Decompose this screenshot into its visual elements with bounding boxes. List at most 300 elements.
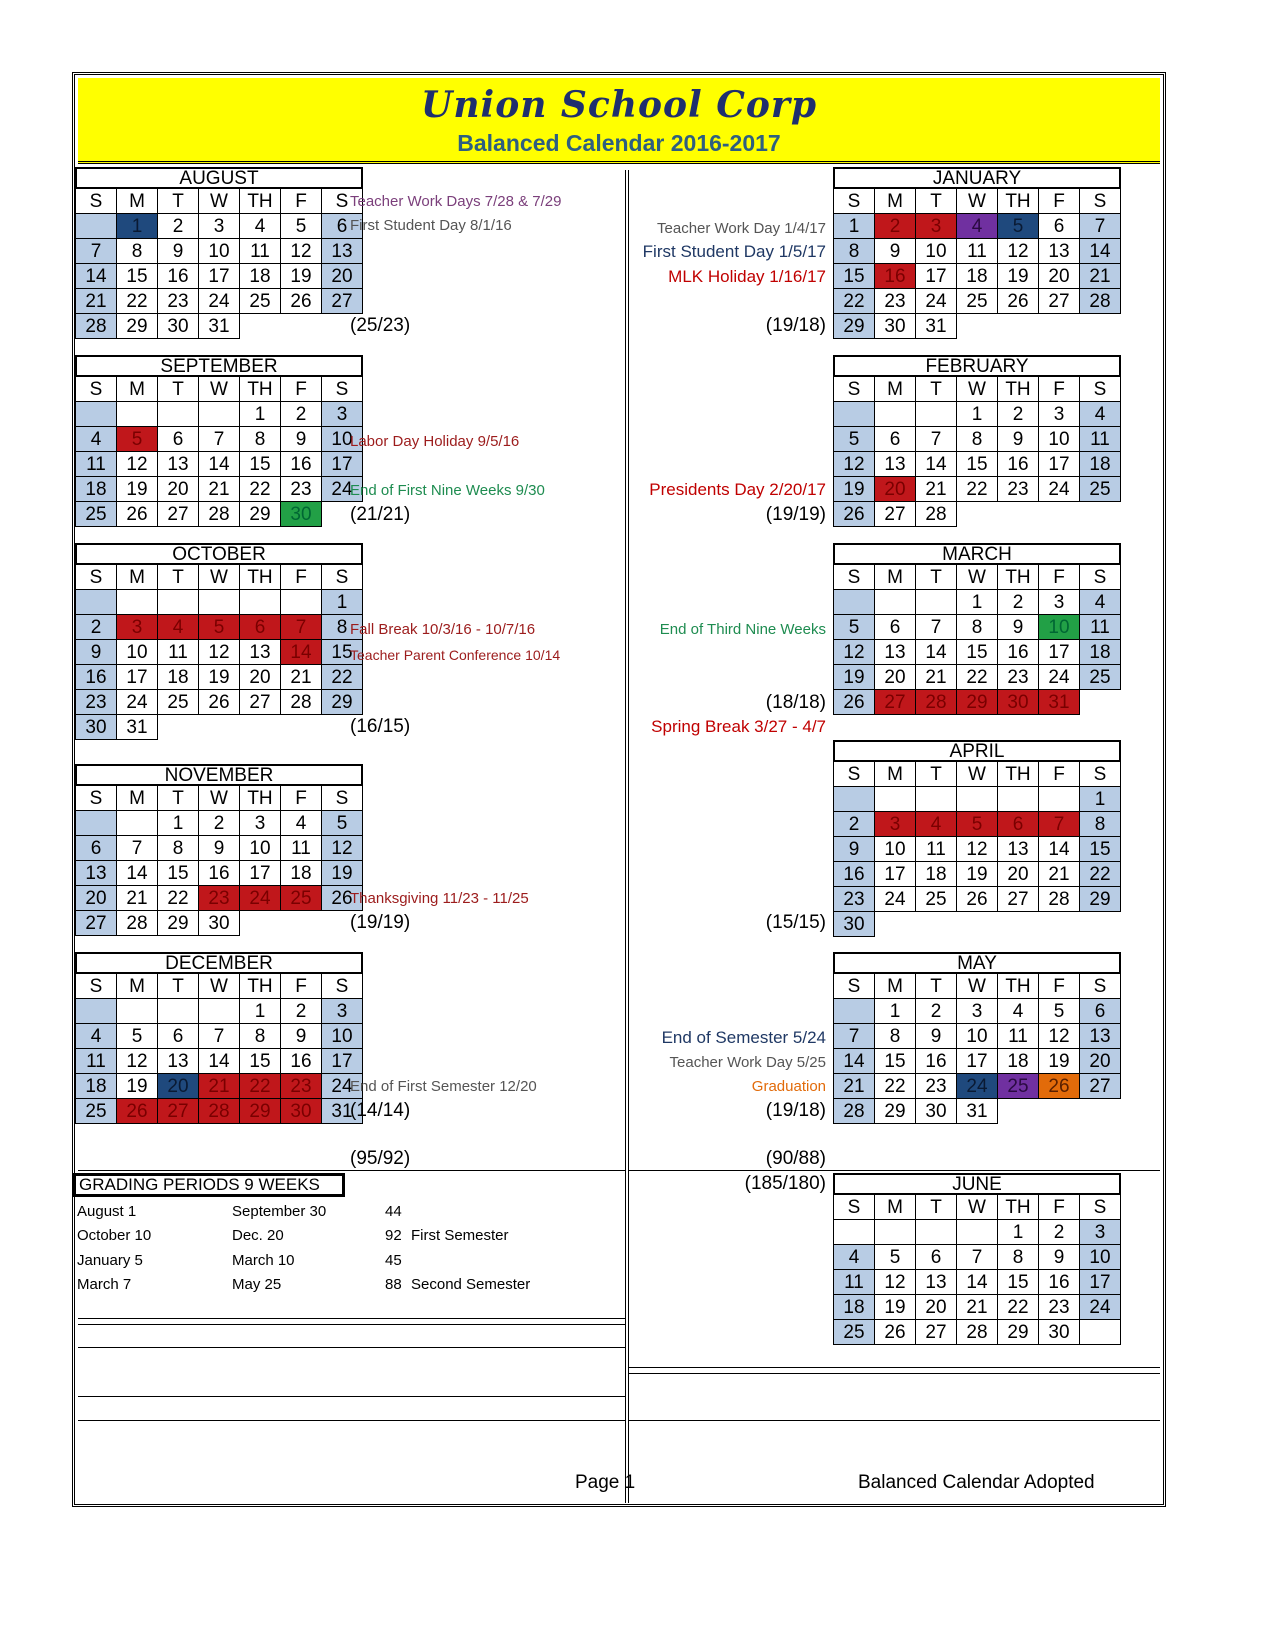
- day-cell: 2: [199, 811, 240, 836]
- day-cell: 28: [199, 502, 240, 527]
- day-cell: 13: [998, 837, 1039, 862]
- weekday-header: M: [875, 565, 916, 590]
- weekday-header: F: [1039, 762, 1080, 787]
- weekday-header: S: [322, 974, 363, 999]
- weekday-header: TH: [240, 786, 281, 811]
- day-cell: 29: [998, 1320, 1039, 1345]
- day-cell: 26: [875, 1320, 916, 1345]
- weekday-header: F: [281, 377, 322, 402]
- day-cell: 29: [158, 911, 199, 936]
- day-cell: 11: [240, 239, 281, 264]
- weekday-header: TH: [998, 1195, 1039, 1220]
- day-cell: 4: [957, 214, 998, 239]
- day-cell: 30: [76, 715, 117, 740]
- day-cell: 15: [875, 1049, 916, 1074]
- day-cell: 12: [957, 837, 998, 862]
- day-cell: 23: [875, 289, 916, 314]
- day-cell: 30: [199, 911, 240, 936]
- weekday-header: M: [875, 974, 916, 999]
- day-cell: 19: [281, 264, 322, 289]
- empty-day-cell: [76, 999, 117, 1024]
- weekday-header: S: [834, 189, 875, 214]
- day-cell: 31: [957, 1099, 998, 1124]
- day-cell: 28: [117, 911, 158, 936]
- month-grid: [833, 974, 1121, 1124]
- day-cell: 1: [322, 590, 363, 615]
- month-march: [833, 543, 1121, 715]
- day-cell: 3: [117, 615, 158, 640]
- grading-start: March 7: [77, 1276, 132, 1293]
- day-cell: 9: [916, 1024, 957, 1049]
- weekday-header: M: [117, 974, 158, 999]
- count-second-half-total: (90/88): [765, 1148, 826, 1169]
- day-cell: 27: [875, 690, 916, 715]
- weekday-header: W: [957, 762, 998, 787]
- day-cell: 16: [1039, 1270, 1080, 1295]
- day-cell: 20: [322, 264, 363, 289]
- day-cell: 19: [199, 665, 240, 690]
- day-cell: 9: [1039, 1245, 1080, 1270]
- day-cell: 11: [834, 1270, 875, 1295]
- note-end-of-semester: End of Semester 5/24: [661, 1028, 826, 1047]
- day-cell: 7: [1039, 812, 1080, 837]
- day-cell: 1: [875, 999, 916, 1024]
- weekday-header: W: [199, 189, 240, 214]
- day-cell: 10: [957, 1024, 998, 1049]
- day-cell: 4: [916, 812, 957, 837]
- day-cell: 26: [281, 289, 322, 314]
- weekday-header: W: [199, 786, 240, 811]
- day-cell: 22: [240, 1074, 281, 1099]
- day-cell: 31: [199, 314, 240, 339]
- day-cell: 11: [76, 452, 117, 477]
- empty-day-cell: [76, 590, 117, 615]
- day-cell: 5: [875, 1245, 916, 1270]
- day-cell: 25: [834, 1320, 875, 1345]
- weekday-header: S: [76, 189, 117, 214]
- day-cell: 1: [1080, 787, 1121, 812]
- day-cell: 4: [281, 811, 322, 836]
- day-cell: 8: [957, 615, 998, 640]
- count-april: (15/15): [765, 912, 826, 933]
- day-cell: 11: [158, 640, 199, 665]
- day-cell: 16: [76, 665, 117, 690]
- count-september: (21/21): [350, 504, 411, 525]
- grading-start: October 10: [77, 1227, 152, 1244]
- day-cell: 3: [322, 402, 363, 427]
- day-cell: 4: [76, 1024, 117, 1049]
- month-title: FEBRUARY: [833, 355, 1121, 377]
- day-cell: 18: [76, 1074, 117, 1099]
- day-cell: 21: [199, 477, 240, 502]
- count-march: (18/18): [765, 692, 826, 713]
- day-cell: 26: [957, 887, 998, 912]
- day-cell: 10: [1039, 615, 1080, 640]
- day-cell: 29: [322, 690, 363, 715]
- day-cell: 15: [240, 452, 281, 477]
- month-october: [75, 543, 363, 740]
- day-cell: 14: [76, 264, 117, 289]
- weekday-header: W: [957, 189, 998, 214]
- day-cell: 28: [76, 314, 117, 339]
- day-cell: 23: [281, 1074, 322, 1099]
- day-cell: 15: [117, 264, 158, 289]
- weekday-header: TH: [998, 189, 1039, 214]
- grading-days: 88: [385, 1276, 402, 1293]
- day-cell: 6: [875, 427, 916, 452]
- day-cell: 22: [834, 289, 875, 314]
- day-cell: 12: [117, 1049, 158, 1074]
- day-cell: 25: [916, 887, 957, 912]
- grading-start: August 1: [77, 1203, 137, 1220]
- day-cell: 10: [117, 640, 158, 665]
- empty-day-cell: [834, 402, 875, 427]
- day-cell: 15: [998, 1270, 1039, 1295]
- day-cell: 28: [957, 1320, 998, 1345]
- day-cell: 3: [199, 214, 240, 239]
- day-cell: 30: [281, 1099, 322, 1124]
- day-cell: 26: [199, 690, 240, 715]
- weekday-header: F: [1039, 189, 1080, 214]
- day-cell: 3: [322, 999, 363, 1024]
- day-cell: 9: [158, 239, 199, 264]
- weekday-header: TH: [240, 565, 281, 590]
- note-parent-conference: Teacher Parent Conference 10/14: [350, 647, 561, 663]
- day-cell: 29: [117, 314, 158, 339]
- day-cell: 1: [240, 402, 281, 427]
- day-cell: 21: [281, 665, 322, 690]
- day-cell: 30: [916, 1099, 957, 1124]
- day-cell: 27: [875, 502, 916, 527]
- month-november: [75, 764, 363, 936]
- empty-day-cell: [916, 787, 957, 812]
- day-cell: 16: [875, 264, 916, 289]
- day-cell: 9: [998, 615, 1039, 640]
- day-cell: 25: [998, 1074, 1039, 1099]
- empty-day-cell: [76, 214, 117, 239]
- day-cell: 1: [117, 214, 158, 239]
- day-cell: 23: [916, 1074, 957, 1099]
- empty-day-cell: [834, 787, 875, 812]
- note-end-first-semester: End of First Semester 12/20: [350, 1078, 537, 1095]
- day-cell: 14: [834, 1049, 875, 1074]
- month-title: JANUARY: [833, 167, 1121, 189]
- empty-day-cell: [916, 590, 957, 615]
- day-cell: 7: [1080, 214, 1121, 239]
- note-fall-break: Fall Break 10/3/16 - 10/7/16: [350, 621, 536, 638]
- weekday-header: M: [875, 377, 916, 402]
- weekday-header: T: [916, 189, 957, 214]
- day-cell: 28: [916, 690, 957, 715]
- day-cell: 18: [916, 862, 957, 887]
- note-teacher-work-day-may: Teacher Work Day 5/25: [669, 1054, 826, 1071]
- divider-line: [78, 1420, 625, 1421]
- day-cell: 27: [158, 502, 199, 527]
- weekday-header: F: [1039, 377, 1080, 402]
- day-cell: 12: [834, 452, 875, 477]
- day-cell: 18: [240, 264, 281, 289]
- day-cell: 15: [834, 264, 875, 289]
- day-cell: 8: [322, 615, 363, 640]
- weekday-header: W: [957, 974, 998, 999]
- day-cell: 6: [875, 615, 916, 640]
- count-october: (16/15): [350, 716, 411, 737]
- day-cell: 3: [875, 812, 916, 837]
- weekday-header: F: [1039, 565, 1080, 590]
- day-cell: 29: [875, 1099, 916, 1124]
- note-spring-break: Spring Break 3/27 - 4/7: [651, 717, 826, 736]
- column-divider: [625, 170, 629, 1503]
- weekday-header: M: [117, 377, 158, 402]
- month-title: MAY: [833, 952, 1121, 974]
- note-first-student-day-jan: First Student Day 1/5/17: [642, 242, 826, 261]
- weekday-header: S: [1080, 762, 1121, 787]
- day-cell: 12: [998, 239, 1039, 264]
- day-cell: 17: [322, 1049, 363, 1074]
- day-cell: 21: [957, 1295, 998, 1320]
- empty-day-cell: [199, 590, 240, 615]
- note-graduation: Graduation: [751, 1078, 826, 1095]
- day-cell: 21: [1080, 264, 1121, 289]
- day-cell: 14: [957, 1270, 998, 1295]
- day-cell: 13: [322, 239, 363, 264]
- empty-day-cell: [1080, 1320, 1121, 1345]
- day-cell: 13: [1039, 239, 1080, 264]
- day-cell: 19: [117, 477, 158, 502]
- day-cell: 1: [957, 402, 998, 427]
- weekday-header: T: [916, 1195, 957, 1220]
- day-cell: 11: [998, 1024, 1039, 1049]
- empty-day-cell: [916, 402, 957, 427]
- day-cell: 22: [117, 289, 158, 314]
- day-cell: 24: [240, 886, 281, 911]
- day-cell: 19: [117, 1074, 158, 1099]
- day-cell: 24: [1039, 665, 1080, 690]
- day-cell: 13: [240, 640, 281, 665]
- day-cell: 6: [916, 1245, 957, 1270]
- empty-day-cell: [875, 402, 916, 427]
- weekday-header: TH: [240, 189, 281, 214]
- day-cell: 4: [240, 214, 281, 239]
- month-title: AUGUST: [75, 167, 363, 189]
- weekday-header: S: [834, 974, 875, 999]
- day-cell: 17: [199, 264, 240, 289]
- day-cell: 7: [199, 1024, 240, 1049]
- day-cell: 10: [875, 837, 916, 862]
- day-cell: 11: [957, 239, 998, 264]
- day-cell: 9: [199, 836, 240, 861]
- note-teacher-work-days: Teacher Work Days 7/28 & 7/29: [350, 193, 562, 210]
- weekday-header: S: [834, 762, 875, 787]
- month-grid: [833, 377, 1121, 527]
- day-cell: 12: [322, 836, 363, 861]
- day-cell: 6: [1080, 999, 1121, 1024]
- month-january: [833, 167, 1121, 339]
- note-labor-day: Labor Day Holiday 9/5/16: [350, 433, 520, 450]
- day-cell: 21: [76, 289, 117, 314]
- month-august: [75, 167, 363, 339]
- month-grid: [75, 565, 363, 740]
- day-cell: 11: [76, 1049, 117, 1074]
- weekday-header: T: [916, 762, 957, 787]
- day-cell: 5: [199, 615, 240, 640]
- note-thanksgiving: Thanksgiving 11/23 - 11/25: [350, 890, 529, 907]
- calendar-header: [78, 78, 1160, 164]
- day-cell: 17: [322, 452, 363, 477]
- day-cell: 9: [998, 427, 1039, 452]
- day-cell: 15: [240, 1049, 281, 1074]
- day-cell: 29: [834, 314, 875, 339]
- grading-end: Dec. 20: [232, 1227, 284, 1244]
- grading-days: 92: [385, 1227, 402, 1244]
- divider-line: [629, 1420, 1160, 1421]
- day-cell: 25: [957, 289, 998, 314]
- day-cell: 4: [834, 1245, 875, 1270]
- day-cell: 19: [322, 861, 363, 886]
- page-number: Page 1: [575, 1472, 636, 1493]
- weekday-header: TH: [998, 762, 1039, 787]
- day-cell: 30: [998, 690, 1039, 715]
- day-cell: 13: [158, 452, 199, 477]
- day-cell: 31: [1039, 690, 1080, 715]
- empty-day-cell: [957, 1220, 998, 1245]
- day-cell: 30: [875, 314, 916, 339]
- weekday-header: S: [76, 786, 117, 811]
- empty-day-cell: [199, 999, 240, 1024]
- weekday-header: F: [281, 565, 322, 590]
- day-cell: 23: [76, 690, 117, 715]
- divider-line: [78, 1396, 625, 1397]
- day-cell: 3: [916, 214, 957, 239]
- day-cell: 15: [322, 640, 363, 665]
- month-title: APRIL: [833, 740, 1121, 762]
- day-cell: 17: [875, 862, 916, 887]
- day-cell: 10: [240, 836, 281, 861]
- day-cell: 28: [834, 1099, 875, 1124]
- day-cell: 7: [957, 1245, 998, 1270]
- weekday-header: F: [281, 786, 322, 811]
- empty-day-cell: [158, 999, 199, 1024]
- empty-day-cell: [834, 999, 875, 1024]
- day-cell: 20: [875, 477, 916, 502]
- day-cell: 27: [76, 911, 117, 936]
- count-december: (14/14): [350, 1100, 411, 1121]
- day-cell: 10: [1039, 427, 1080, 452]
- day-cell: 26: [834, 502, 875, 527]
- calendar-status: Balanced Calendar Adopted: [858, 1472, 1095, 1493]
- month-grid: [833, 565, 1121, 715]
- weekday-header: S: [834, 1195, 875, 1220]
- weekday-header: TH: [998, 974, 1039, 999]
- day-cell: 23: [998, 477, 1039, 502]
- divider-line: [78, 1324, 625, 1325]
- month-december: [75, 952, 363, 1124]
- day-cell: 8: [117, 239, 158, 264]
- day-cell: 14: [199, 452, 240, 477]
- day-cell: 2: [281, 402, 322, 427]
- day-cell: 2: [1039, 1220, 1080, 1245]
- count-january: (19/18): [765, 315, 826, 336]
- day-cell: 20: [1039, 264, 1080, 289]
- day-cell: 5: [281, 214, 322, 239]
- day-cell: 6: [158, 427, 199, 452]
- empty-day-cell: [875, 1220, 916, 1245]
- day-cell: 11: [916, 837, 957, 862]
- day-cell: 24: [117, 690, 158, 715]
- weekday-header: M: [875, 189, 916, 214]
- grading-label: Second Semester: [411, 1276, 531, 1293]
- day-cell: 18: [76, 477, 117, 502]
- weekday-header: W: [957, 377, 998, 402]
- day-cell: 10: [916, 239, 957, 264]
- day-cell: 22: [875, 1074, 916, 1099]
- day-cell: 16: [199, 861, 240, 886]
- empty-day-cell: [1039, 787, 1080, 812]
- day-cell: 21: [916, 477, 957, 502]
- weekday-header: S: [76, 377, 117, 402]
- month-grid: [75, 377, 363, 527]
- day-cell: 20: [998, 862, 1039, 887]
- day-cell: 15: [957, 640, 998, 665]
- day-cell: 18: [834, 1295, 875, 1320]
- empty-day-cell: [199, 402, 240, 427]
- day-cell: 22: [1080, 862, 1121, 887]
- day-cell: 26: [117, 502, 158, 527]
- day-cell: 17: [1080, 1270, 1121, 1295]
- day-cell: 7: [76, 239, 117, 264]
- day-cell: 2: [281, 999, 322, 1024]
- month-grid: [833, 1195, 1121, 1345]
- day-cell: 1: [998, 1220, 1039, 1245]
- weekday-header: S: [1080, 565, 1121, 590]
- month-title: SEPTEMBER: [75, 355, 363, 377]
- day-cell: 21: [1039, 862, 1080, 887]
- empty-day-cell: [76, 402, 117, 427]
- day-cell: 26: [117, 1099, 158, 1124]
- month-grid: [833, 762, 1121, 937]
- month-title: OCTOBER: [75, 543, 363, 565]
- day-cell: 13: [875, 640, 916, 665]
- divider-line: [78, 1170, 625, 1171]
- day-cell: 18: [281, 861, 322, 886]
- weekday-header: S: [1080, 974, 1121, 999]
- weekday-header: M: [117, 565, 158, 590]
- weekday-header: W: [199, 565, 240, 590]
- empty-day-cell: [998, 787, 1039, 812]
- day-cell: 8: [1080, 812, 1121, 837]
- day-cell: 20: [158, 1074, 199, 1099]
- grading-end: September 30: [232, 1203, 327, 1220]
- day-cell: 10: [322, 427, 363, 452]
- weekday-header: T: [916, 565, 957, 590]
- day-cell: 18: [1080, 452, 1121, 477]
- day-cell: 6: [240, 615, 281, 640]
- day-cell: 8: [834, 239, 875, 264]
- day-cell: 12: [875, 1270, 916, 1295]
- day-cell: 11: [1080, 427, 1121, 452]
- day-cell: 26: [322, 886, 363, 911]
- day-cell: 23: [834, 887, 875, 912]
- day-cell: 2: [158, 214, 199, 239]
- day-cell: 20: [76, 886, 117, 911]
- weekday-header: S: [834, 565, 875, 590]
- day-cell: 24: [957, 1074, 998, 1099]
- day-cell: 8: [240, 1024, 281, 1049]
- day-cell: 22: [998, 1295, 1039, 1320]
- divider-line: [629, 1170, 1160, 1171]
- day-cell: 4: [998, 999, 1039, 1024]
- day-cell: 14: [117, 861, 158, 886]
